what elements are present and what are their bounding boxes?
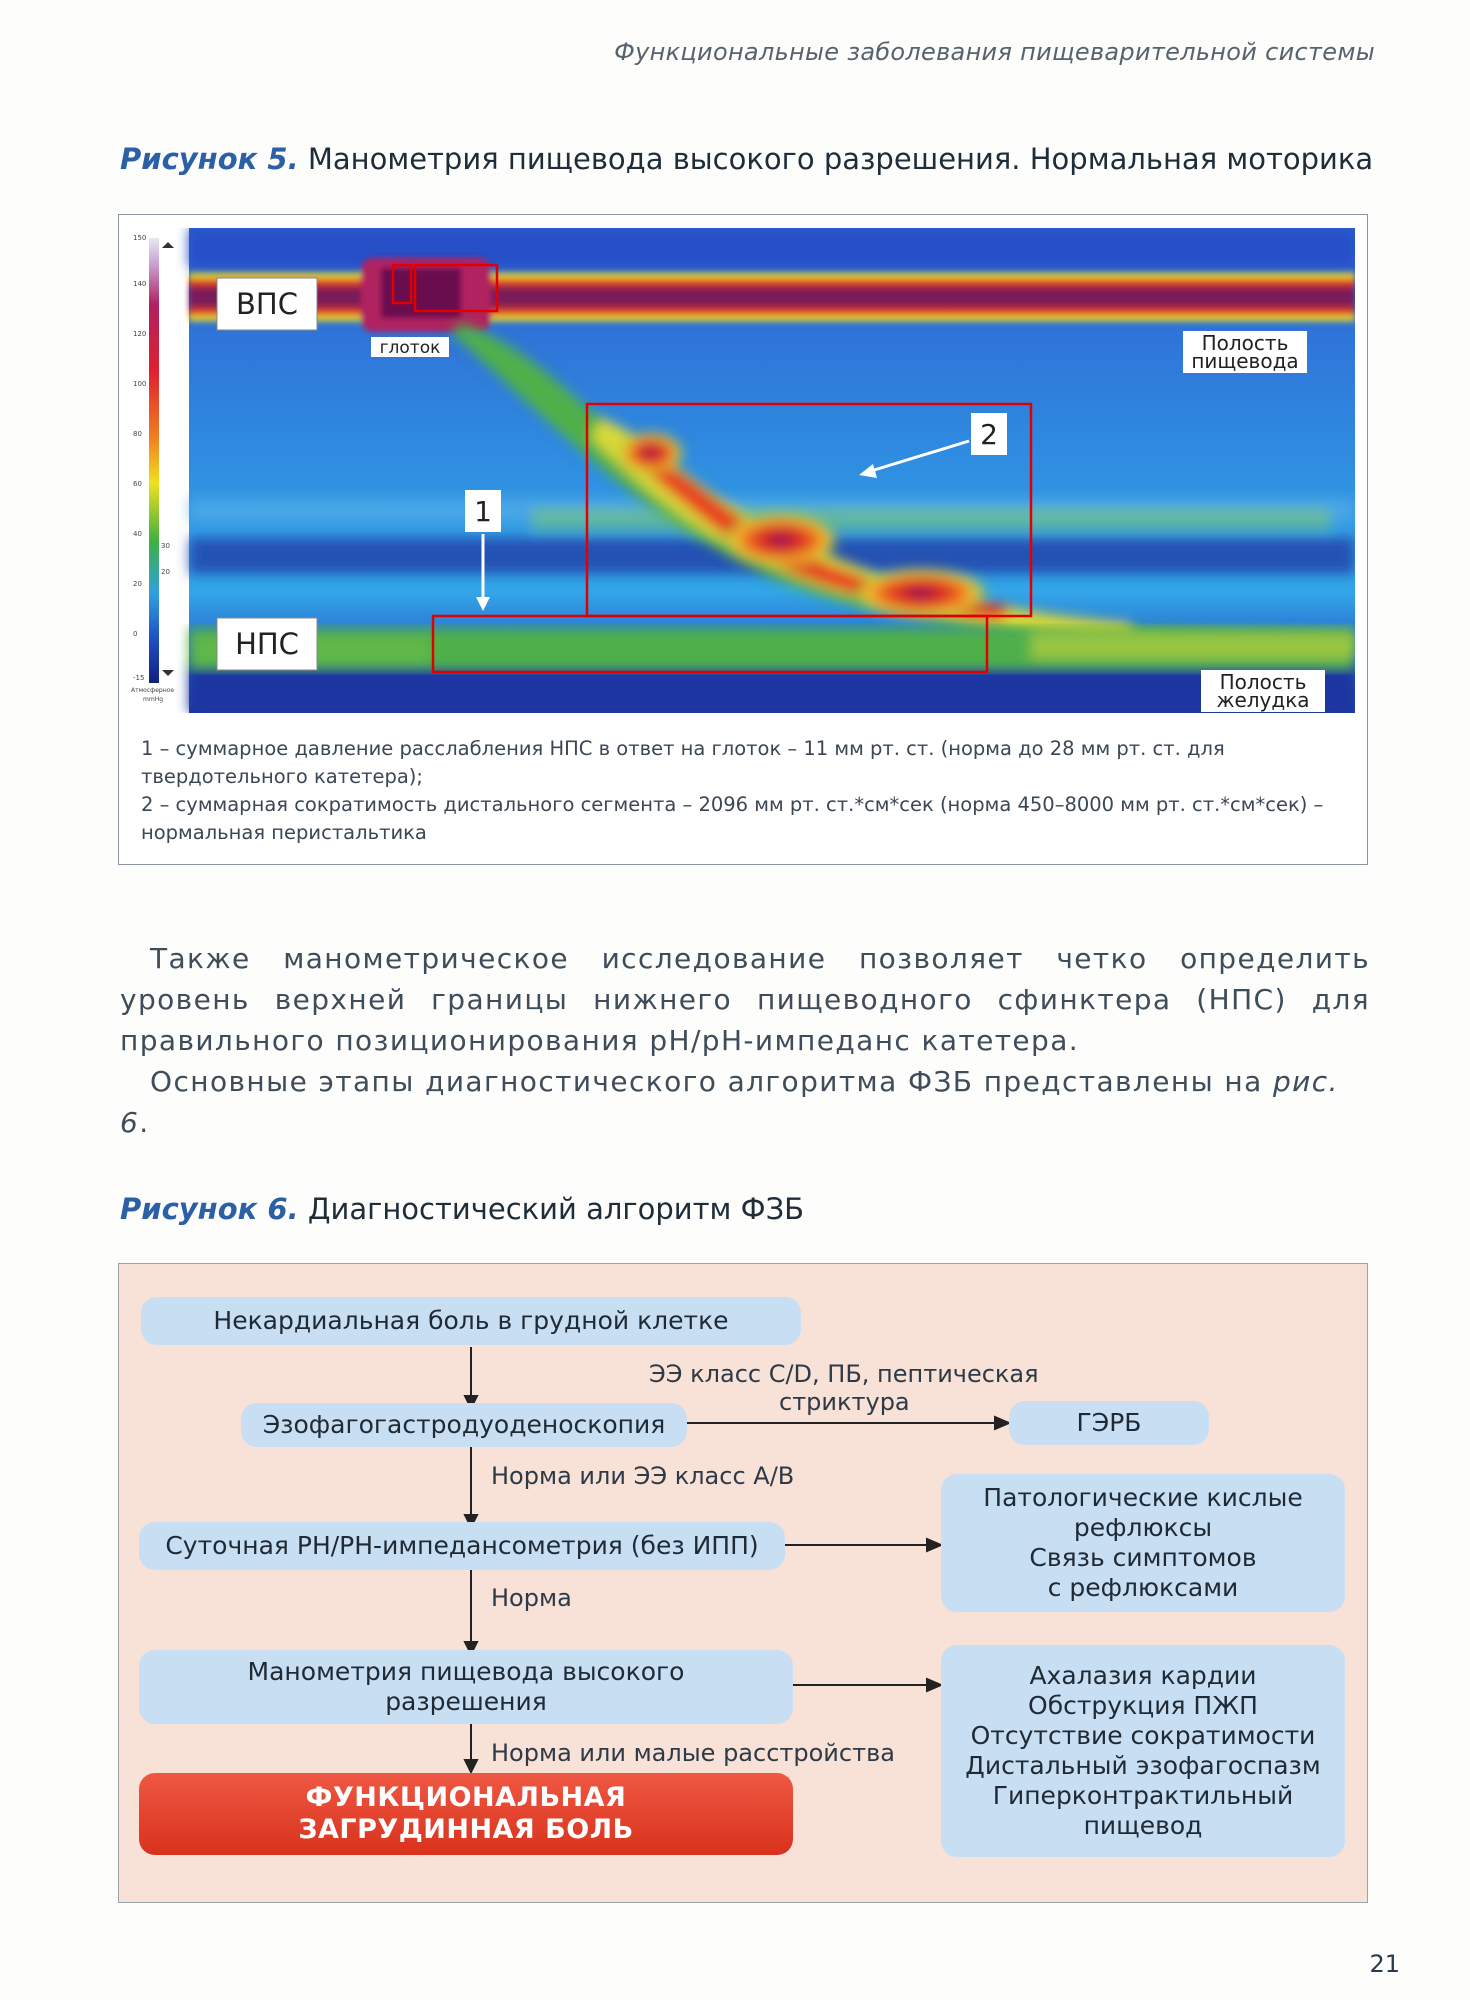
paragraph-1: Также манометрическое исследование позволяет четко определить уровень верхней границы нижнего пищеводного сфинктера (НПС) для правильного позиционирования pH/pH-импеданс катетера. — [120, 942, 1370, 1057]
figure6-label: Рисунок 6. — [120, 1192, 299, 1226]
ues-label: ВПС — [236, 287, 298, 321]
scale-unit: Атмосферное — [131, 687, 175, 694]
figure6-box — [118, 1263, 1368, 1903]
page-number: 21 — [1369, 1950, 1400, 1978]
pharynx-label: глоток — [379, 338, 441, 358]
stomach-label: Полость — [1219, 670, 1307, 694]
node-label: ФУНКЦИОНАЛЬНАЯ — [305, 1782, 627, 1813]
figure-reference: рис. 6 — [120, 1065, 1339, 1139]
scale-tick: 120 — [133, 330, 147, 338]
edge-label-normal-ee: Норма или ЭЭ класс А/В — [491, 1462, 795, 1490]
scale-marker: 30 — [161, 542, 170, 550]
arrow-right-icon — [927, 1679, 941, 1691]
paragraph-2 — [120, 1061, 1370, 1143]
node-label: с рефлюксами — [1047, 1573, 1239, 1602]
node-label: ГЭРБ — [1076, 1408, 1142, 1437]
edge-label-normal: Норма — [491, 1584, 572, 1612]
scale-tick: 40 — [133, 530, 142, 538]
node-egds — [241, 1403, 687, 1447]
figure5-title — [120, 142, 1373, 176]
node-ph-impedance — [139, 1522, 785, 1570]
node-motility-disorders — [941, 1645, 1345, 1857]
node-label: Суточная PH/PH-импедансометрия (без ИПП) — [165, 1531, 759, 1560]
paragraph-2-end: . — [139, 1106, 150, 1139]
node-functional-chest-pain — [139, 1773, 793, 1855]
scale-tick: 140 — [133, 280, 147, 288]
node-label: разрешения — [385, 1687, 547, 1716]
running-header: Функциональные заболевания пищеварительной системы — [614, 38, 1375, 66]
edge-label-gerd: ЭЭ класс С/D, ПБ, пептическая — [649, 1360, 1039, 1388]
scale-tick: 60 — [133, 480, 142, 488]
arrow-right-icon — [927, 1539, 941, 1551]
node-label: пищевод — [1083, 1811, 1203, 1840]
stomach-label: желудка — [1216, 688, 1310, 712]
scale-tick: 0 — [133, 630, 138, 638]
node-label: Ахалазия кардии — [1029, 1661, 1257, 1690]
node-label: ЗАГРУДИННАЯ БОЛЬ — [298, 1814, 634, 1845]
scale-marker: 20 — [161, 568, 170, 576]
marker-1: 1 — [474, 495, 492, 528]
node-label: Патологические кислые — [983, 1483, 1303, 1512]
scale-tick: -15 — [133, 674, 145, 682]
node-reflux — [941, 1474, 1345, 1612]
scale-unit: mmHg — [143, 696, 164, 703]
figure6-title — [120, 1192, 804, 1226]
arrow-down-icon — [465, 1760, 477, 1772]
node-label: Обструкция ПЖП — [1028, 1691, 1258, 1720]
node-label: Гиперконтрактильный — [992, 1781, 1294, 1810]
node-label: Связь симптомов — [1029, 1543, 1257, 1572]
scale-tick: 80 — [133, 430, 142, 438]
caption-item-2: 2 – суммарная сократимость дистального сегмента – 2096 мм рт. ст.*см*сек (норма 450–8000 мм рт. ст.*см*сек) – нормальная перистальтика — [141, 793, 1324, 844]
node-label: Манометрия пищевода высокого — [247, 1657, 685, 1686]
scale-tick: 20 — [133, 580, 142, 588]
node-label: Отсутствие сократимости — [970, 1721, 1316, 1750]
paragraph-2-text: Основные этапы диагностического алгоритма ФЗБ представлены на — [150, 1065, 1273, 1098]
figure5-title-text: Манометрия пищевода высокого разрешения. Нормальная моторика — [307, 142, 1374, 176]
figure5-label: Рисунок 5. — [120, 142, 299, 176]
esophagus-label: пищевода — [1191, 349, 1299, 373]
figure6-title-text: Диагностический алгоритм ФЗБ — [307, 1192, 805, 1226]
node-label: Эзофагогастродуоденоскопия — [262, 1410, 666, 1439]
node-label: Некардиальная боль в грудной клетке — [213, 1306, 729, 1335]
node-label: Дистальный эзофагоспазм — [965, 1751, 1321, 1780]
edge-label-gerd: стриктура — [779, 1388, 910, 1416]
node-gerd — [1009, 1401, 1209, 1445]
caption-item-1: 1 – суммарное давление расслабления НПС в ответ на глоток – 11 мм рт. ст. (норма до 28 мм рт. ст. для твердотельного катетера); — [141, 737, 1225, 788]
scale-tick: 100 — [133, 380, 147, 388]
scale-tick: 150 — [133, 234, 147, 242]
les-label: НПС — [235, 627, 299, 661]
node-hrm — [139, 1650, 793, 1724]
marker-2: 2 — [980, 418, 998, 451]
figure5-box — [118, 214, 1368, 865]
node-noncardiac-pain — [141, 1297, 801, 1345]
figure5-caption — [141, 735, 1346, 847]
node-label: рефлюксы — [1073, 1513, 1213, 1542]
arrow-right-icon — [995, 1417, 1009, 1429]
manometry-heatmap — [131, 228, 1355, 713]
edge-label-minor-disorders: Норма или малые расстройства — [491, 1739, 895, 1767]
esophagus-label: Полость — [1201, 331, 1289, 355]
